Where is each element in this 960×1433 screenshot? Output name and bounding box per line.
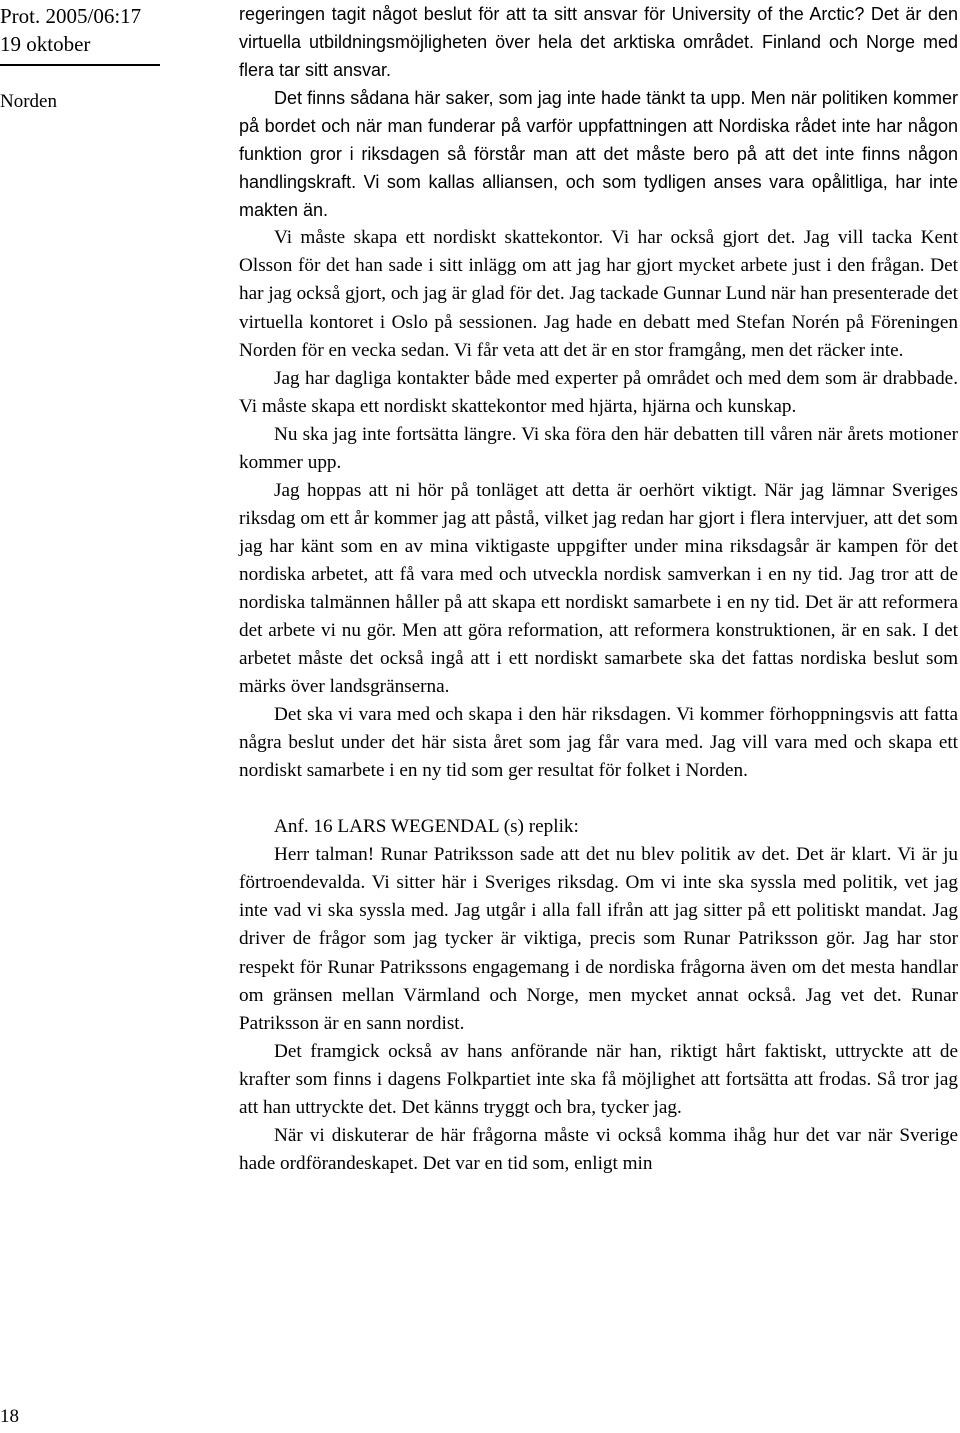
- margin-header: [0, 2, 200, 58]
- document-body: [239, 0, 958, 1178]
- page-number: 18: [0, 1406, 19, 1427]
- session-date: 19 oktober: [0, 32, 91, 56]
- paragraph: Nu ska jag inte fortsätta längre. Vi ska föra den här debatten till våren när årets motioner kommer upp.: [239, 423, 958, 473]
- reply-speech: [239, 841, 958, 1178]
- paragraph: Det ska vi vara med och skapa i den här riksdagen. Vi kommer förhoppningsvis att fatta några beslut under det här sista året som jag får vara med. Jag vill vara med och skapa ett nordiskt samarbete i en ny tid som ger resultat för folket i Norden.: [239, 704, 958, 782]
- paragraph: Jag har dagliga kontakter både med experter på området och med dem som är drabbade. Vi måste skapa ett nordiskt skattekontor med hjärta, hjärna och kunskap.: [239, 367, 958, 417]
- margin-divider: [0, 64, 160, 66]
- paragraph: När vi diskuterar de här frågorna måste vi också komma ihåg hur det var när Sverige hade ordförandeskapet. Det var en tid som, enligt min: [239, 1124, 958, 1174]
- speech-continuation: [239, 0, 958, 785]
- speaker-heading: Anf. 16 LARS WEGENDAL (s) replik:: [274, 816, 579, 838]
- paragraph: Det finns sådana här saker, som jag inte hade tänkt ta upp. Men när politiken kommer på bordet och när man funderar på varför uppfattningen att Nordiska rådet inte har någon funktion gror i riksdagen så förstår man att det måste bero på att det inte finns någon handlingskraft. Vi som kallas alliansen, och som tydligen anses vara opålitliga, har inte makten än.: [239, 88, 958, 221]
- paragraph: regeringen tagit något beslut för att ta sitt ansvar för University of the Arctic? Det är den virtuella utbildningsmöjligheten över hela det arktiska området. Finland och Norge med flera tar sitt ansvar.: [239, 4, 958, 81]
- paragraph: Det framgick också av hans anförande när han, riktigt hårt faktiskt, uttryckte att de krafter som finns i dagens Folkpartiet inte ska få möjlighet att fortsätta att frodas. Så tror jag att han uttryckte det. Det känns tryggt och bra, tycker jag.: [239, 1040, 958, 1118]
- paragraph: Jag hoppas att ni hör på tonläget att detta är oerhört viktigt. När jag lämnar Sveriges riksdag om ett år kommer jag att påstå, vilket jag redan har gjort i flera intervjuer, att det som jag har känt som en av mina viktigaste uppgifter under mina riksdagsår är kampen för det nordiska arbetet, att få vara med och utveckla nordisk samverkan i en ny tid. Jag tror att de nordiska talmännen håller på att skapa ett nordiskt samarbete i en ny tid. Det är att reformera det arbete vi nu gör. Men att göra reformation, att reformera konstruktionen, är en sak. I det arbetet måste det också ingå att i ett nordiskt samarbete ska det fattas nordiska beslut som märks över landsgränserna.: [239, 479, 958, 698]
- paragraph: Vi måste skapa ett nordiskt skattekontor. Vi har också gjort det. Jag vill tacka Kent Olsson för det han sade i sitt inlägg om att jag har gjort mycket arbete just i den frågan. Det har jag också gjort, och jag är glad för det. Jag tackade Gunnar Lund när han presenterade det virtuella kontoret i Oslo på sessionen. Jag hade en debatt med Stefan Norén på Föreningen Norden för en vecka sedan. Vi får veta att det är en stor framgång, men det räcker inte.: [239, 227, 958, 361]
- paragraph-gap: [239, 785, 958, 813]
- protocol-number: Prot. 2005/06:17: [0, 4, 142, 28]
- section-label: Norden: [0, 91, 57, 112]
- paragraph: Herr talman! Runar Patriksson sade att det nu blev politik av det. Det är klart. Vi är ju förtroendevalda. Vi sitter här i Sveriges riksdag. Om vi inte ska syssla med politik, vet jag inte vad vi ska syssla med. Jag utgår i alla fall ifrån att jag sitter på ett politiskt mandat. Jag driver de frågor som jag tycker är viktiga, precis som Runar Patriksson gör. Jag har stor respekt för Runar Patrikssons engagemang i de nordiska frågorna även om det mesta handlar om gränsen mellan Värmland och Norge, men mycket annat också. Jag vet det. Runar Patriksson är en sann nordist.: [239, 844, 958, 1034]
